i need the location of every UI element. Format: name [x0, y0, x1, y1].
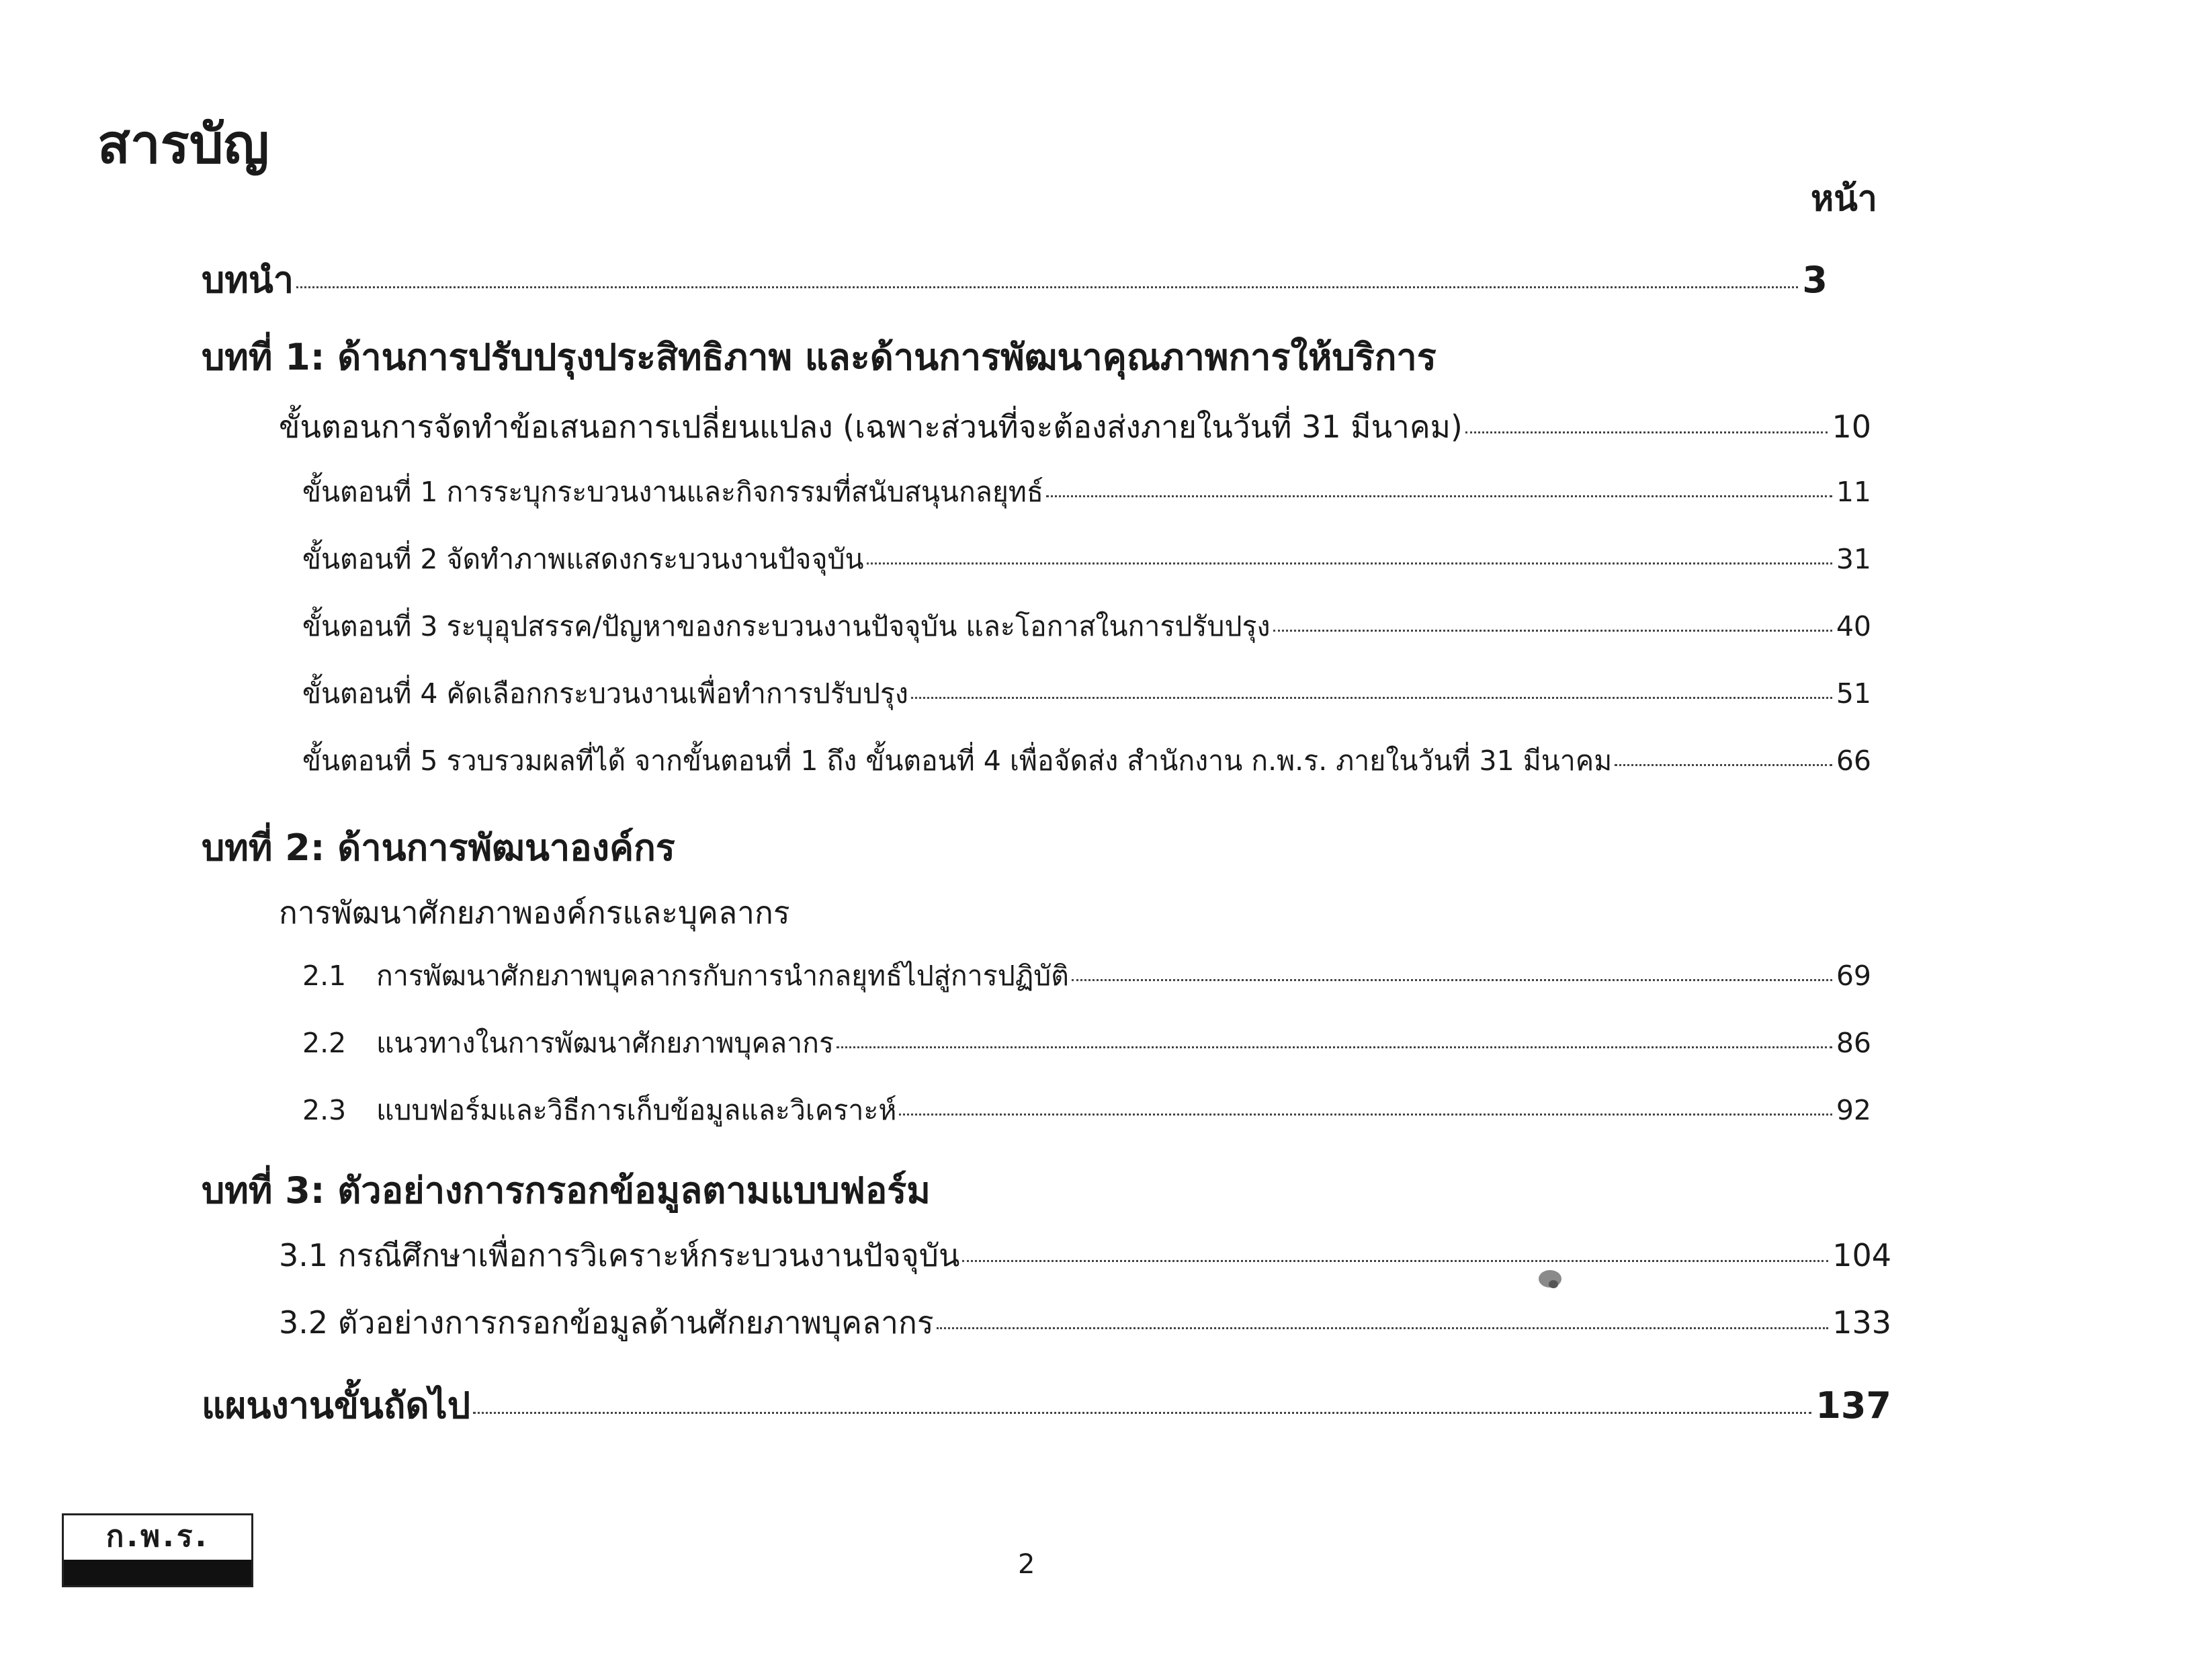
toc-row-step-1[interactable] [302, 478, 1871, 506]
toc-row-2-2[interactable] [302, 1027, 1871, 1059]
toc-row-2-1[interactable] [302, 962, 1871, 990]
toc-label: 3.2 ตัวอย่างการกรอกข้อมูลด้านศักยภาพบุคลากร [279, 1304, 934, 1341]
toc-dot-leader [473, 1412, 1811, 1414]
page-column-header: หน้า [1810, 179, 1877, 219]
toc-row-step-5[interactable] [302, 747, 1871, 775]
toc-row-2-3[interactable] [302, 1094, 1871, 1126]
logo-bar [64, 1560, 251, 1585]
chapter-2-subheading: การพัฒนาศักยภาพองค์กรและบุคลากร [279, 894, 790, 931]
toc-dot-leader [1273, 630, 1832, 632]
toc-label: แบบฟอร์มและวิธีการเก็บข้อมูลและวิเคราะห์ [376, 1094, 897, 1126]
toc-dot-leader [911, 697, 1832, 699]
toc-dot-leader [962, 1260, 1828, 1262]
scan-speck [1549, 1280, 1558, 1288]
page-number: 2 [1018, 1549, 1035, 1580]
toc-item-number: 2.1 [302, 960, 347, 992]
toc-dot-leader [1046, 495, 1832, 497]
toc-item-number: 2.3 [302, 1094, 347, 1126]
toc-page-number: 137 [1815, 1384, 1891, 1427]
toc-label: ขั้นตอนที่ 3 ระบุอุปสรรค/ปัญหาของกระบวนงานปัจจุบัน และโอกาสในการปรับปรุง [302, 610, 1271, 642]
toc-dot-leader [296, 286, 1798, 288]
toc-page-number: 92 [1836, 1094, 1871, 1126]
toc-row-step-3[interactable] [302, 610, 1871, 642]
toc-dot-leader [1465, 431, 1828, 433]
toc-row-step-4[interactable] [302, 677, 1871, 710]
page-title: สารบัญ [97, 113, 269, 175]
toc-page-number: 31 [1836, 543, 1871, 575]
chapter-2-heading[interactable]: บทที่ 2: ด้านการพัฒนาองค์กร [202, 827, 675, 869]
toc-row-next-steps[interactable] [202, 1384, 1891, 1427]
toc-row-chapter-1-section[interactable] [279, 409, 1871, 445]
chapter-1-heading[interactable]: บทที่ 1: ด้านการปรับปรุงประสิทธิภาพ และด้านการพัฒนาคุณภาพการให้บริการ [202, 336, 1437, 378]
toc-dot-leader [937, 1327, 1829, 1329]
toc-page-number: 10 [1832, 409, 1871, 445]
toc-row-3-2[interactable] [279, 1304, 1891, 1341]
toc-item-number: 2.2 [302, 1027, 347, 1059]
toc-label: แผนงานขั้นถัดไป [202, 1384, 470, 1427]
toc-page-number: 86 [1836, 1027, 1871, 1059]
opdc-logo [62, 1513, 253, 1587]
toc-label: 3.1 กรณีศึกษาเพื่อการวิเคราะห์กระบวนงานปัจจุบัน [279, 1237, 960, 1273]
toc-row-intro[interactable] [202, 259, 1828, 301]
toc-page-number: 51 [1836, 677, 1871, 710]
chapter-3-heading[interactable]: บทที่ 3: ตัวอย่างการกรอกข้อมูลตามแบบฟอร์ม [202, 1169, 931, 1212]
toc-label: ขั้นตอนที่ 5 รวบรวมผลที่ได้ จากขั้นตอนที่ 1 ถึง ขั้นตอนที่ 4 เพื่อจัดส่ง สำนักงาน ก.พ.ร. ภายในวันที่ 31 มีนาคม [302, 745, 1613, 777]
toc-page-number: 66 [1836, 745, 1871, 777]
toc-page-number: 104 [1832, 1237, 1891, 1273]
toc-page-number: 69 [1836, 960, 1871, 992]
toc-page-number: 133 [1832, 1304, 1891, 1341]
toc-row-step-2[interactable] [302, 543, 1871, 575]
toc-dot-leader [867, 562, 1832, 564]
toc-label: ขั้นตอนที่ 4 คัดเลือกกระบวนงานเพื่อทำการปรับปรุง [302, 677, 908, 710]
toc-page-number: 11 [1836, 476, 1871, 508]
toc-label: แนวทางในการพัฒนาศักยภาพบุคลากร [376, 1027, 834, 1059]
toc-dot-leader [837, 1046, 1832, 1048]
toc-label: ขั้นตอนที่ 2 จัดทำภาพแสดงกระบวนงานปัจจุบัน [302, 543, 864, 575]
toc-label: บทนำ [202, 259, 294, 301]
toc-label: ขั้นตอนที่ 1 การระบุกระบวนงานและกิจกรรมที่สนับสนุนกลยุทธ์ [302, 476, 1043, 508]
toc-dot-leader [1072, 979, 1832, 981]
toc-page-number: 40 [1836, 610, 1871, 642]
toc-dot-leader [899, 1114, 1832, 1116]
toc-label: ขั้นตอนการจัดทำข้อเสนอการเปลี่ยนแปลง (เฉพาะส่วนที่จะต้องส่งภายในวันที่ 31 มีนาคม) [279, 409, 1463, 445]
toc-label: การพัฒนาศักยภาพบุคลากรกับการนำกลยุทธ์ไปสู่การปฏิบัติ [376, 960, 1069, 992]
toc-row-3-1[interactable] [279, 1237, 1891, 1273]
logo-text: ก.พ.ร. [105, 1519, 210, 1554]
toc-page-number: 3 [1802, 259, 1828, 301]
toc-dot-leader [1615, 764, 1832, 766]
